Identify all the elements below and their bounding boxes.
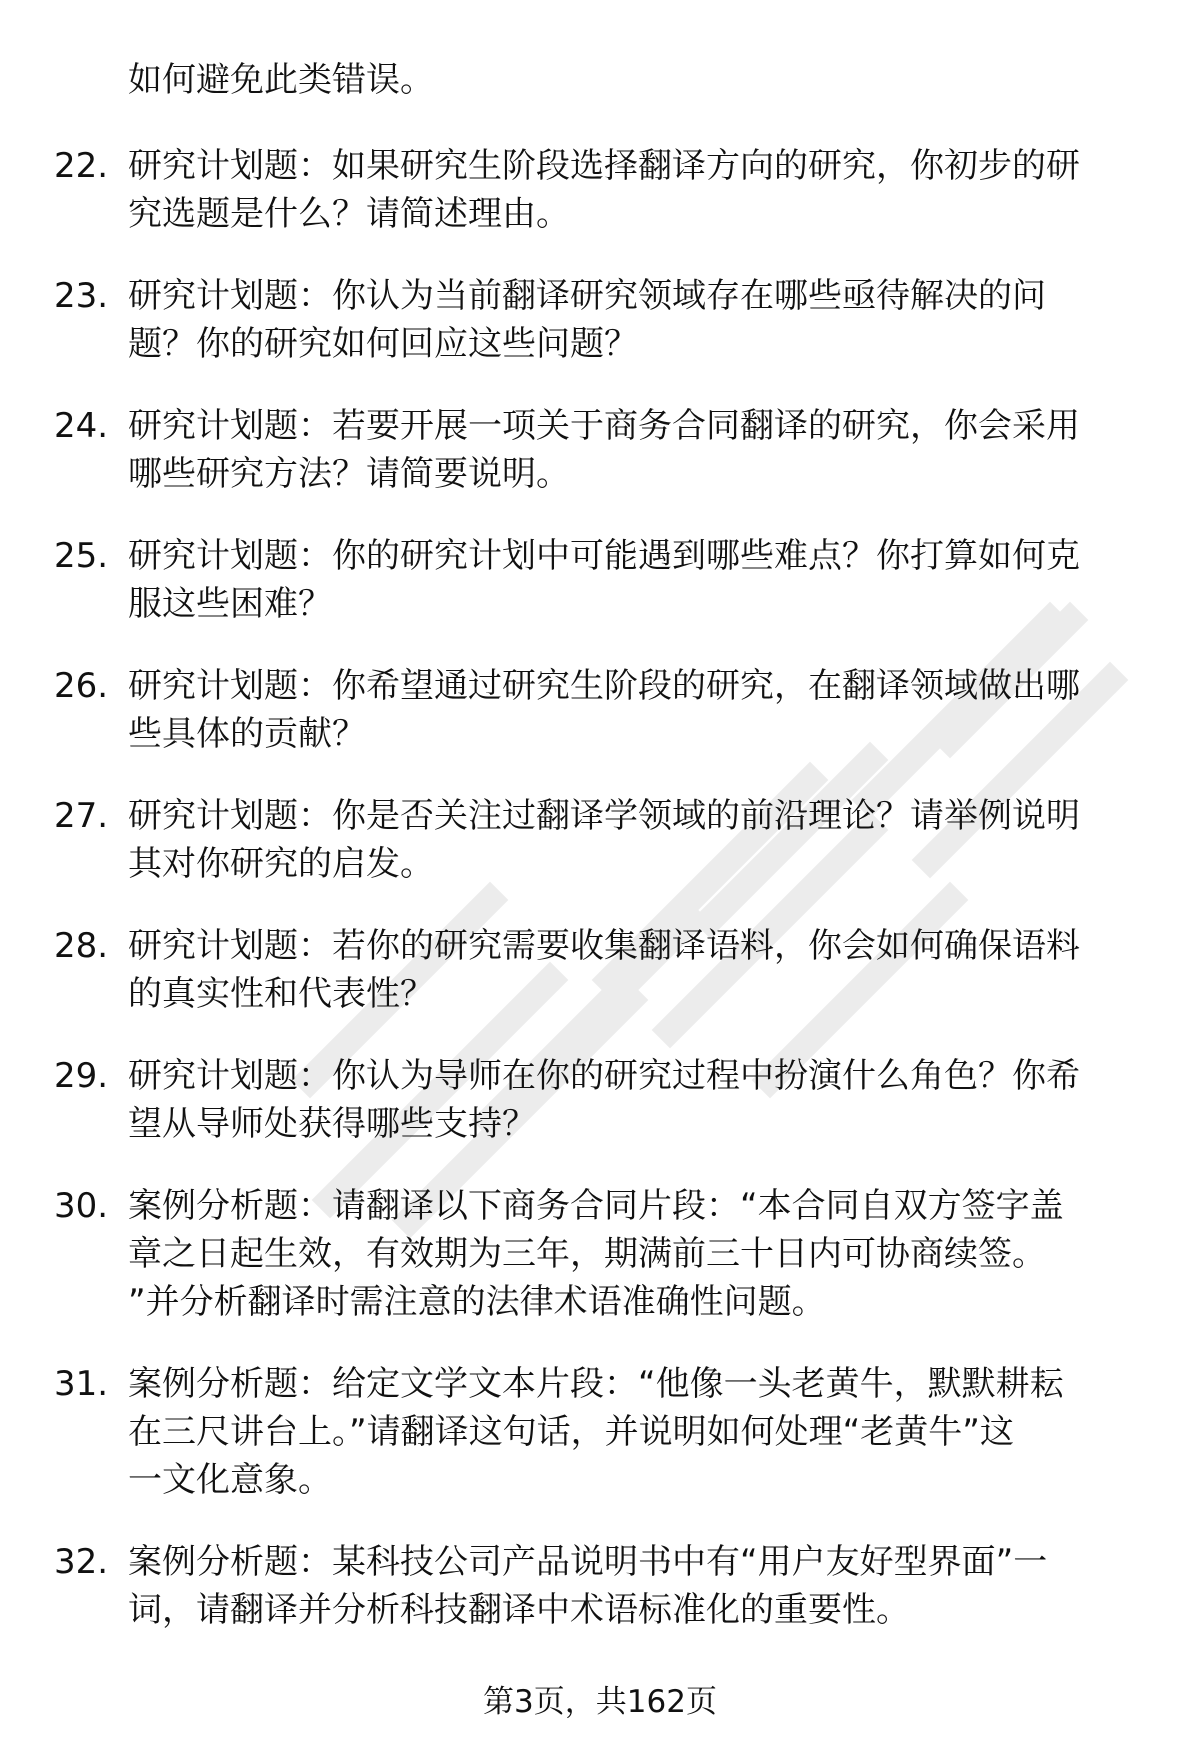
- question-item: [0, 1538, 1200, 1634]
- question-text: [128, 532, 1140, 628]
- question-item: [0, 272, 1200, 368]
- question-text-line: 些具体的贡献？: [128, 714, 366, 754]
- question-number: 30.: [54, 1186, 109, 1226]
- question-text: [128, 1052, 1140, 1148]
- question-item: [0, 1052, 1200, 1148]
- question-list: [0, 142, 1200, 1668]
- question-text: [128, 662, 1140, 758]
- question-text-line: 题？你的研究如何回应这些问题？: [128, 324, 638, 364]
- question-item: [0, 402, 1200, 498]
- question-text: [128, 792, 1140, 888]
- page-footer: 第3页，共162页: [483, 1684, 717, 1720]
- question-text: [128, 272, 1140, 368]
- question-number: 24.: [54, 406, 109, 446]
- question-item: [0, 1182, 1200, 1326]
- question-text-line: 研究计划题：若你的研究需要收集翻译语料，你会如何确保语料: [128, 926, 1080, 966]
- question-text: [128, 402, 1140, 498]
- question-text-line: 哪些研究方法？请简要说明。: [128, 454, 570, 494]
- question-text-line: 研究计划题：如果研究生阶段选择翻译方向的研究，你初步的研: [128, 146, 1080, 186]
- question-item: [0, 142, 1200, 238]
- intro-continuation-text: 如何避免此类错误。: [128, 60, 434, 100]
- question-text-line: 研究计划题：若要开展一项关于商务合同翻译的研究，你会采用: [128, 406, 1080, 446]
- question-text: [128, 142, 1140, 238]
- question-text-line: 一文化意象。: [128, 1460, 332, 1500]
- question-text-line: 服这些困难？: [128, 584, 332, 624]
- question-item: [0, 792, 1200, 888]
- question-number: 25.: [54, 536, 109, 576]
- question-text-line: ”并分析翻译时需注意的法律术语准确性问题。: [128, 1282, 826, 1322]
- question-number: 28.: [54, 926, 109, 966]
- question-item: [0, 662, 1200, 758]
- question-text-line: 其对你研究的启发。: [128, 844, 434, 884]
- question-text-line: 望从导师处获得哪些支持？: [128, 1104, 536, 1144]
- question-text-line: 研究计划题：你认为导师在你的研究过程中扮演什么角色？你希: [128, 1056, 1080, 1096]
- question-text: [128, 1360, 1140, 1504]
- question-number: 31.: [54, 1364, 109, 1404]
- question-number: 29.: [54, 1056, 109, 1096]
- question-text: [128, 1538, 1140, 1634]
- question-text-line: 研究计划题：你的研究计划中可能遇到哪些难点？你打算如何克: [128, 536, 1080, 576]
- question-text-line: 词，请翻译并分析科技翻译中术语标准化的重要性。: [128, 1590, 910, 1630]
- question-number: 32.: [54, 1542, 109, 1582]
- question-text-line: 章之日起生效，有效期为三年，期满前三十日内可协商续签。: [128, 1234, 1046, 1274]
- question-text-line: 研究计划题：你是否关注过翻译学领域的前沿理论？请举例说明: [128, 796, 1080, 836]
- question-number: 22.: [54, 146, 109, 186]
- question-number: 27.: [54, 796, 109, 836]
- question-text-line: 案例分析题：给定文学文本片段：“他像一头老黄牛，默默耕耘: [128, 1364, 1064, 1404]
- question-text-line: 研究计划题：你希望通过研究生阶段的研究，在翻译领域做出哪: [128, 666, 1080, 706]
- question-text-line: 案例分析题：请翻译以下商务合同片段：“本合同自双方签字盖: [128, 1186, 1064, 1226]
- question-item: [0, 532, 1200, 628]
- question-text-line: 究选题是什么？请简述理由。: [128, 194, 570, 234]
- question-text: [128, 922, 1140, 1018]
- question-text-line: 研究计划题：你认为当前翻译研究领域存在哪些亟待解决的问: [128, 276, 1046, 316]
- question-text: [128, 1182, 1140, 1326]
- question-number: 23.: [54, 276, 109, 316]
- question-number: 26.: [54, 666, 109, 706]
- question-text-line: 在三尺讲台上。”请翻译这句话，并说明如何处理“老黄牛”这: [128, 1412, 1014, 1452]
- question-text-line: 案例分析题：某科技公司产品说明书中有“用户友好型界面”一: [128, 1542, 1048, 1582]
- question-item: [0, 1360, 1200, 1504]
- question-item: [0, 922, 1200, 1018]
- question-text-line: 的真实性和代表性？: [128, 974, 434, 1014]
